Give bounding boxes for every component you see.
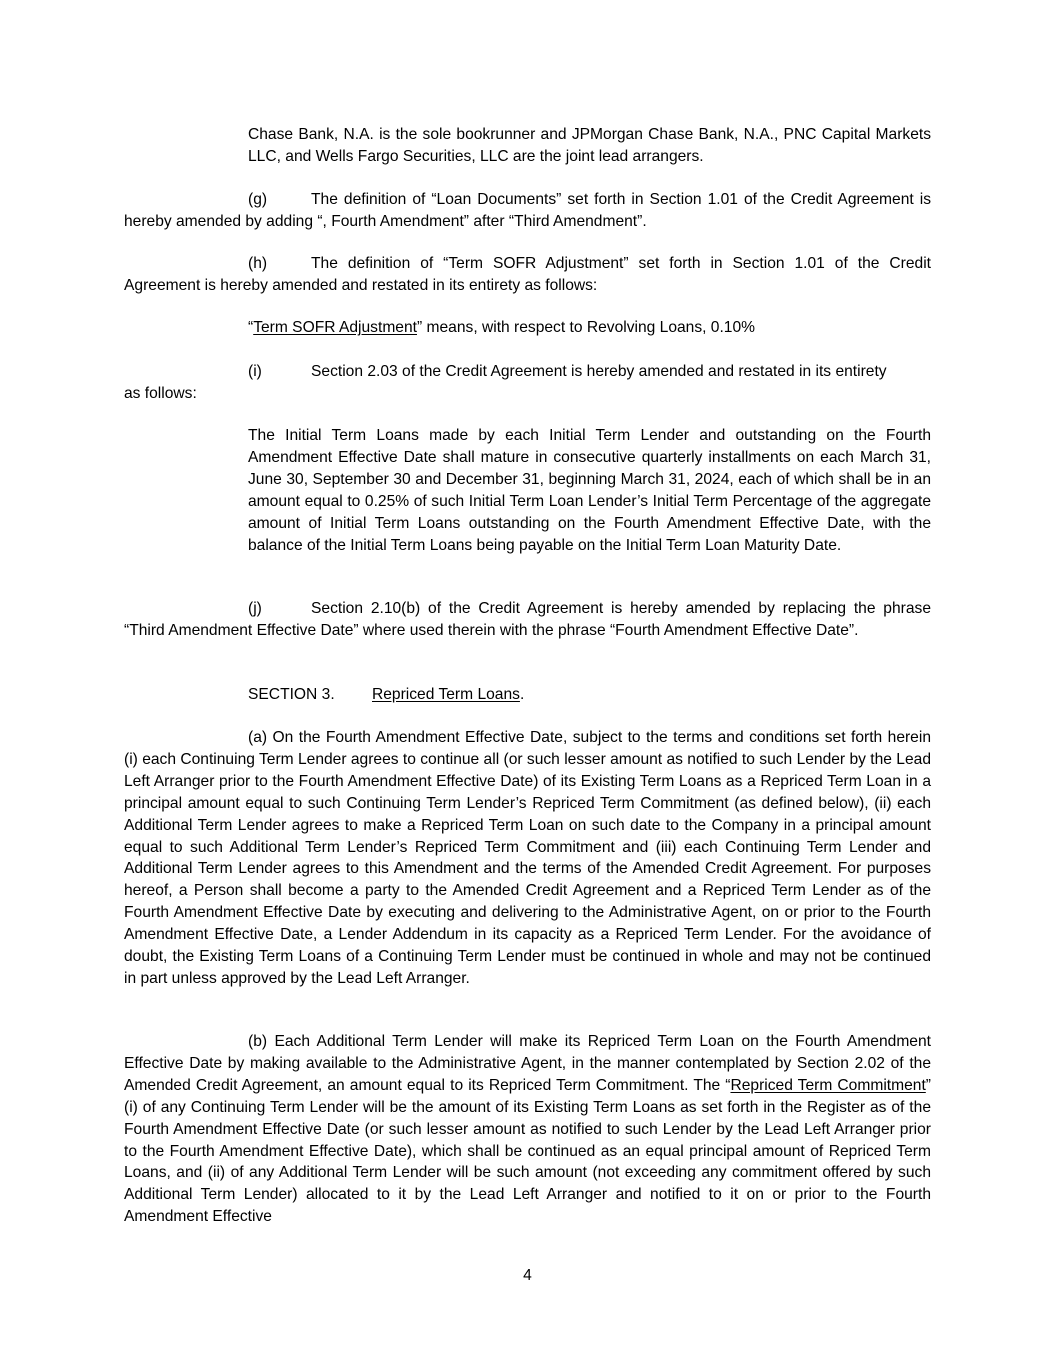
term-sofr-definition [248,317,931,339]
open-quote: “ [248,319,254,336]
section-3-paragraph-b [124,1031,931,1228]
paragraph-g-text: The definition of “Loan Documents” set forth in Section 1.01 of the Credit Agreement is hereby amended by adding “, Fourth Amendment” after “Third Amendment”. [124,191,931,230]
paragraph-g [124,189,931,233]
paragraph-b-text-before: (b) Each Additional Term Lender will make its Repriced Term Loan on the Fourth Amendment Effective Date by making available to the Administrative Agent, in the manner contemplated by Section 2.02 of the Amended Credit Agreement, an amount equal to its Repriced Term Commitment. The “ [124,1033,931,1094]
section-2-03-quoted-text: The Initial Term Loans made by each Initial Term Lender and outstanding on the Fourth Amendment Effective Date shall mature in consecutive quarterly installments on each March 31, June 30, September 30 and December 31, beginning March 31, 2024, each of which shall be in an amount equal to 0.25% of such Initial Term Loan Lender’s Initial Term Percentage of the aggregate amount of Initial Term Loans outstanding on the Fourth Amendment Effective Date, with the balance of the Initial Term Loans being payable on the Initial Term Loan Maturity Date. [248,427,931,554]
section-3-paragraph-a: (a) On the Fourth Amendment Effective Date, subject to the terms and conditions set forth herein (i) each Continuing Term Lender agrees to continue all (or such lesser amount as notified to such Lender by the Lead Left Arranger prior to the Fourth Amendment Effective Date) of its Existing Term Loans as a Repriced Term Loan in a principal amount equal to such Continuing Term Lender’s Repriced Term Commitment (as defined below), (ii) each Additional Term Lender agrees to make a Repriced Term Loan on such date to the Company in a principal amount equal to such Additional Term Lender’s Repriced Term Commitment and (iii) each Continuing Term Lender and Additional Term Lender agrees to this Amendment and the terms of the Amended Credit Agreement. For purposes hereof, a Person shall become a party to the Amended Credit Agreement and a Repriced Term Lender as of the Fourth Amendment Effective Date by executing and delivering to the Administrative Agent, on or prior to the Fourth Amendment Effective Date, a Lender Addendum in its capacity as a Repriced Term Lender. For the avoidance of doubt, the Existing Term Loans of a Continuing Term Lender must be continued in whole and may not be continued in part unless approved by the Lead Left Arranger. [124,729,931,987]
paragraph-j [124,598,931,642]
paragraph-h-text: The definition of “Term SOFR Adjustment” set forth in Section 1.01 of the Credit Agreement is hereby amended and restated in its entirety as follows: [124,255,931,294]
paragraph-i-text: Section 2.03 of the Credit Agreement is hereby amended and restated in its entirety [311,363,887,380]
section-3-heading [248,684,931,706]
paragraph-j-label: (j) [248,600,262,617]
definition-text: ” means, with respect to Revolving Loans, 0.10% [416,319,756,336]
paragraph-j-text: Section 2.10(b) of the Credit Agreement is hereby amended by replacing the phrase “Third Amendment Effective Date” where used therein with the phrase “Fourth Amendment Effective Date”. [124,600,931,639]
section-3-number: SECTION 3. [248,686,335,703]
defined-term-repriced-term-commitment: Repriced Term Commitment [730,1076,926,1094]
paragraph-h-label: (h) [248,255,268,272]
page-number: 4 [523,1267,532,1284]
section-3-period: . [519,686,525,703]
paragraph-b-text-after: ” (i) of any Continuing Term Lender will be the amount of its Existing Term Loans as set forth in the Register as of the Fourth Amendment Effective Date (or such lesser amount as notified to such Lender by the Lead Left Arranger prior to the Fourth Amendment Effective Date), which shall be continued as an equal principal amount of Repriced Term Loans, and (ii) of any Additional Term Lender will be such amount (not exceeding any commitment offered by such Additional Term Lender) allocated to it by the Lead Left Arranger and notified to it on or prior to the Fourth Amendment Effective [124,1076,931,1226]
arranger-continuation-paragraph: Chase Bank, N.A. is the sole bookrunner and JPMorgan Chase Bank, N.A., PNC Capital Markets LLC, and Wells Fargo Securities, LLC are the joint lead arrangers. [248,126,931,165]
defined-term-term-sofr-adjustment: Term SOFR Adjustment [253,319,417,336]
section-3-title: Repriced Term Loans [372,686,520,703]
paragraph-h [124,253,931,297]
paragraph-g-label: (g) [248,191,268,208]
paragraph-i [124,361,931,383]
paragraph-i-label: (i) [248,363,262,380]
paragraph-i-continuation: as follows: [124,385,197,402]
